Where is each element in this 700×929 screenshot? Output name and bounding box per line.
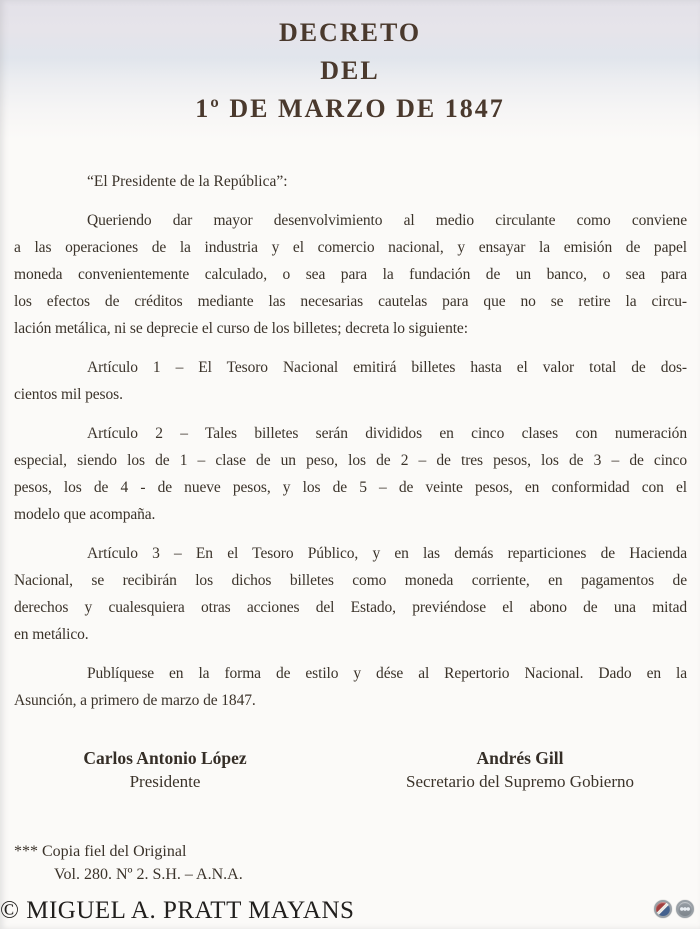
- flag-badge-icon[interactable]: [654, 900, 672, 918]
- text-line: derechos y cualesquiera otras acciones del Estado, previéndose el abono de una mitad: [14, 599, 687, 616]
- footnote-copy-line: *** Copia fiel del Original: [14, 843, 187, 860]
- text-line: cientos mil pesos.: [14, 386, 123, 403]
- salutation-text: “El Presidente de la República”:: [87, 173, 288, 190]
- signatory-name: Carlos Antonio López: [83, 748, 247, 768]
- decree-title-line-2: DEL: [320, 56, 380, 85]
- archival-footnote: [0, 840, 700, 886]
- signature-secretary: [355, 746, 685, 794]
- text-line: moneda convenientemente calculado, o sea para la fundación de un banco, o sea para: [14, 266, 687, 283]
- bottom-bar: [0, 897, 700, 925]
- article-1-paragraph: [14, 354, 687, 408]
- text-line: Queriendo dar mayor desenvolvimiento al medio circulante como conviene: [87, 212, 687, 229]
- signature-president: [15, 746, 315, 794]
- copyright-text: © MIGUEL A. PRATT MAYANS: [0, 897, 355, 924]
- text-line: los efectos de créditos mediante las necesarias cautelas para que no se retire la circu-: [14, 293, 687, 310]
- text-line: en metálico.: [14, 626, 89, 643]
- ellipsis-badge-icon[interactable]: [676, 900, 694, 918]
- closing-paragraph: [14, 660, 687, 714]
- signature-section: [0, 746, 700, 794]
- article-3-paragraph: [14, 540, 687, 648]
- text-line: Artículo 3 – En el Tesoro Público, y en las demás reparticiones de Hacienda: [87, 545, 687, 562]
- signatory-role: Presidente: [129, 772, 201, 791]
- footnote-volume-line: Vol. 280. Nº 2. S.H. – A.N.A.: [54, 866, 243, 883]
- article-2-paragraph: [14, 420, 687, 528]
- signatory-role: Secretario del Supremo Gobierno: [405, 772, 634, 791]
- text-line: Artículo 2 – Tales billetes serán divididos en cinco clases con numeración: [87, 425, 687, 442]
- preamble-paragraph: [14, 207, 687, 342]
- text-line: Artículo 1 – El Tesoro Nacional emitirá billetes hasta el valor total de dos-: [87, 359, 687, 376]
- text-line: modelo que acompaña.: [14, 506, 156, 523]
- decree-title: [0, 0, 700, 128]
- signatory-name: Andrés Gill: [476, 748, 564, 768]
- text-line: Asunción, a primero de marzo de 1847.: [14, 692, 256, 709]
- decree-title-line-3: 1º DE MARZO DE 1847: [195, 94, 505, 123]
- text-line: a las operaciones de la industria y el comercio nacional, y ensayar la emisión de papel: [14, 239, 687, 256]
- text-line: Publíquese en la forma de estilo y dése al Repertorio Nacional. Dado en la: [87, 665, 687, 682]
- text-line: especial, siendo los de 1 – clase de un peso, los de 2 – de tres pesos, los de 3 – de cinco: [14, 452, 687, 469]
- text-line: pesos, los de 4 - de nueve pesos, y los de 5 – de veinte pesos, en conformidad con el: [14, 479, 687, 496]
- text-line: Nacional, se recibirán los dichos billetes como moneda corriente, en pagamentos de: [14, 572, 687, 589]
- text-line: lación metálica, ni se deprecie el curso de los billetes; decreta lo siguiente:: [14, 320, 468, 337]
- badge-group: [654, 900, 694, 918]
- decree-title-line-1: DECRETO: [278, 18, 422, 47]
